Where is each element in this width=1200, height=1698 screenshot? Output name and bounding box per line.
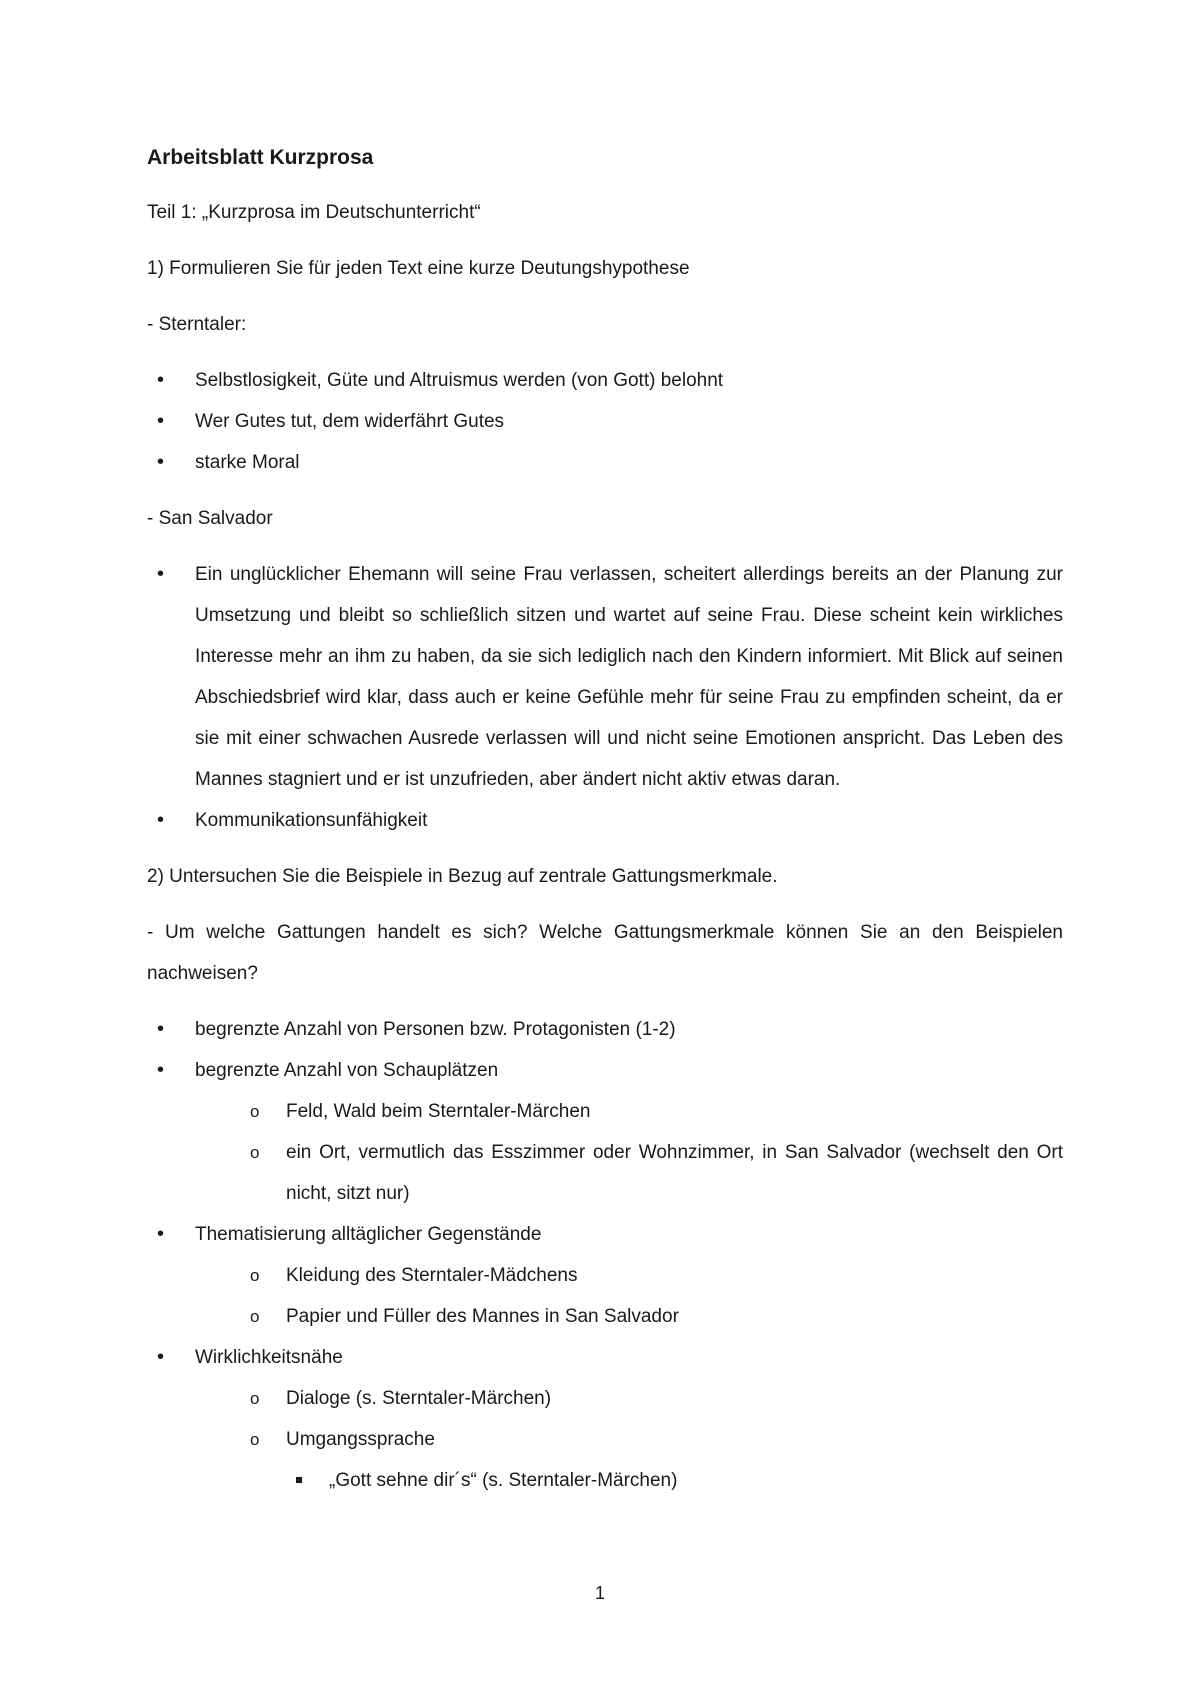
sublist-item: o Feld, Wald beim Sterntaler-Märchen — [195, 1091, 1063, 1132]
list-item — [147, 1050, 1063, 1214]
list-item: • Selbstlosigkeit, Güte und Altruismus werden (von Gott) belohnt — [147, 360, 1063, 401]
sterntaler-list — [147, 360, 1063, 483]
sublist-item: o Dialoge (s. Sterntaler-Märchen) — [195, 1378, 1063, 1419]
list-item: • Ein unglücklicher Ehemann will seine Frau verlassen, scheitert allerdings bereits an der Planung zur Umsetzung und bleibt so schließlich sitzen und wartet auf seine Frau. Diese scheint kein wirkliches Interesse mehr an ihm zu haben, da sie sich lediglich nach den Kindern informiert. Mit Blick auf seinen Abschiedsbrief wird klar, dass auch er keine Gefühle mehr für seine Frau zu empfinden scheint, da er sie mit einer schwachen Ausrede verlassen will und nicht seine Emotionen anspricht. Das Leben des Mannes stagniert und er ist unzufrieden, aber ändert nicht aktiv etwas daran. — [147, 554, 1063, 800]
sub-sublist — [195, 1460, 1063, 1501]
list-item-text: Thematisierung alltäglicher Gegenstände — [195, 1224, 542, 1245]
sublist-item-text: Umgangssprache — [286, 1429, 435, 1450]
sublist — [195, 1255, 1063, 1337]
sublist — [195, 1378, 1063, 1460]
sublist-item — [195, 1419, 1063, 1460]
list-item: • Wer Gutes tut, dem widerfährt Gutes — [147, 401, 1063, 442]
task2-heading: 2) Untersuchen Sie die Beispiele in Bezug auf zentrale Gattungsmerkmale. — [147, 866, 778, 887]
sub-sublist-item: „Gott sehne dir´s“ (s. Sterntaler-Märchen) — [195, 1460, 1063, 1501]
list-item — [147, 1337, 1063, 1501]
sublist-item: o Papier und Füller des Mannes in San Salvador — [195, 1296, 1063, 1337]
task2-question: - Um welche Gattungen handelt es sich? Welche Gattungsmerkmale können Sie an den Beispielen nachweisen? — [147, 922, 1063, 984]
document-body — [147, 146, 1063, 1501]
list-item: • begrenzte Anzahl von Personen bzw. Protagonisten (1-2) — [147, 1009, 1063, 1050]
list-item-text: begrenzte Anzahl von Schauplätzen — [195, 1060, 499, 1081]
page-number: 1 — [594, 1583, 605, 1603]
salvador-label: - San Salvador — [147, 508, 273, 529]
list-item — [147, 1214, 1063, 1337]
list-item-text: Wirklichkeitsnähe — [195, 1347, 343, 1368]
sublist — [195, 1091, 1063, 1214]
part1-heading: Teil 1: „Kurzprosa im Deutschunterricht“ — [147, 202, 481, 223]
salvador-list — [147, 554, 1063, 841]
task1-heading: 1) Formulieren Sie für jeden Text eine kurze Deutungshypothese — [147, 258, 690, 279]
list-item: • starke Moral — [147, 442, 1063, 483]
sterntaler-label: - Sterntaler: — [147, 314, 247, 335]
sublist-item: o Kleidung des Sterntaler-Mädchens — [195, 1255, 1063, 1296]
list-item: • Kommunikationsunfähigkeit — [147, 800, 1063, 841]
document-title: Arbeitsblatt Kurzprosa — [147, 146, 374, 169]
sublist-item: o ein Ort, vermutlich das Esszimmer oder Wohnzimmer, in San Salvador (wechselt den Ort nicht, sitzt nur) — [195, 1132, 1063, 1214]
features-list — [147, 1009, 1063, 1501]
